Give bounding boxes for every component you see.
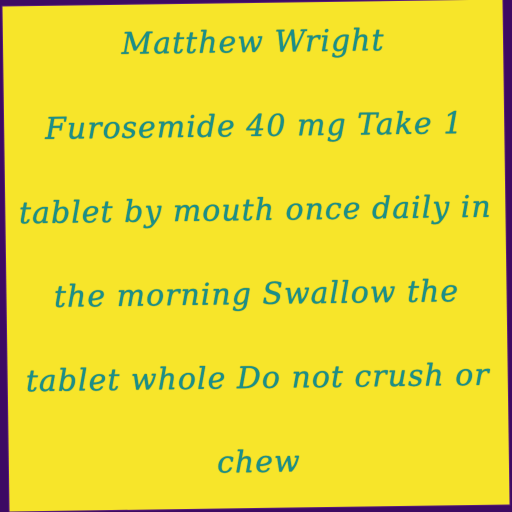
instruction-line-4: tablet whole Do not crush or xyxy=(25,357,490,400)
patient-name: Matthew Wright xyxy=(121,23,385,62)
instruction-line-1: Furosemide 40 mg Take 1 xyxy=(44,106,464,147)
prescription-label-card xyxy=(2,0,509,511)
instruction-line-3: the morning Swallow the xyxy=(53,274,460,315)
instruction-line-2: tablet by mouth once daily in xyxy=(18,189,492,232)
instruction-line-5: chew xyxy=(216,444,301,481)
